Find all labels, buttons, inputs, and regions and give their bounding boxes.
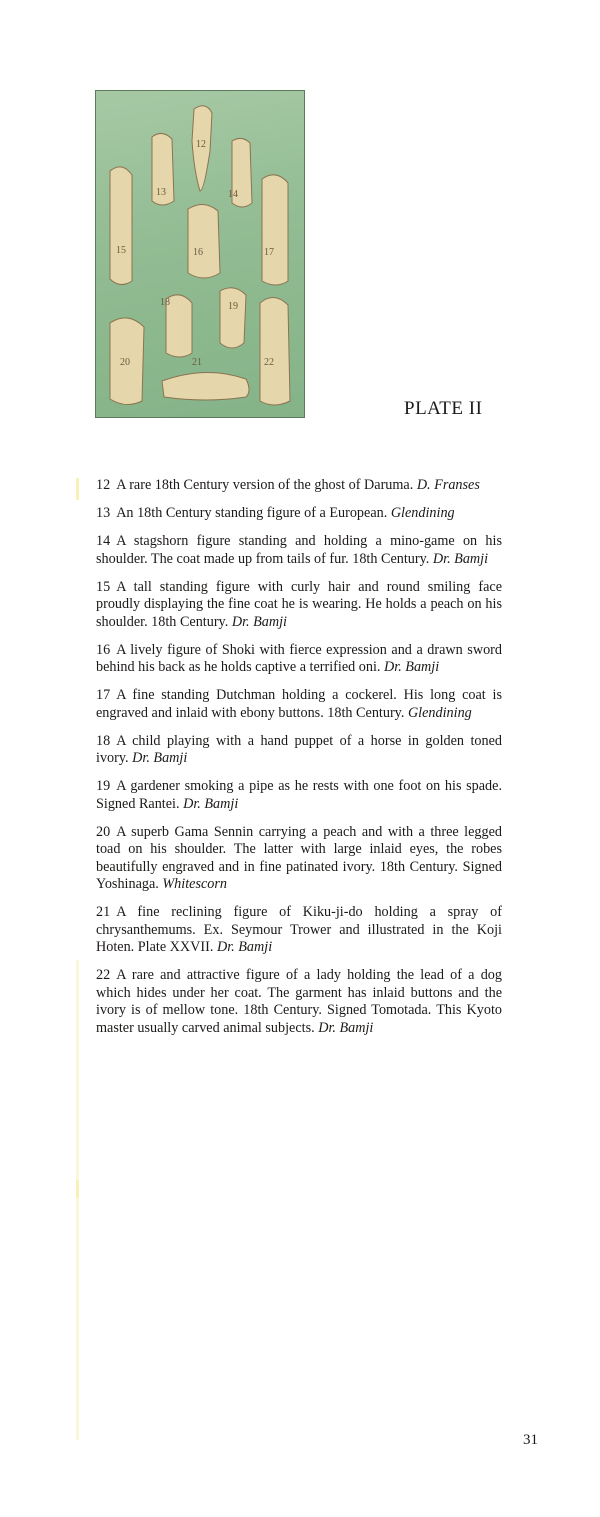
figure-label: 18 (160, 297, 170, 308)
page-number: 31 (523, 1432, 538, 1448)
plate-photograph (95, 90, 305, 418)
entry-owner: Dr. Bamji (318, 1019, 374, 1036)
entry-number: 15 (96, 578, 111, 595)
figure-19 (220, 288, 246, 348)
entry-number: 18 (96, 732, 111, 749)
figure-label: 21 (192, 357, 202, 368)
catalogue-entry (96, 687, 502, 722)
figure-15 (110, 167, 132, 285)
figure-label: 20 (120, 357, 130, 368)
entry-description: A superb Gama Sennin carrying a peach and with a three legged toad on his shoulder. The latter with large inlaid eyes, the robes beautifully engraved and in fine patinated ivory. 18th Century. Signed Yoshinaga. (96, 823, 502, 892)
entry-number: 21 (96, 904, 111, 920)
entry-owner: Dr. Bamji (183, 795, 239, 812)
figure-label: 13 (156, 187, 166, 198)
entry-number: 22 (96, 967, 111, 983)
figure-22 (260, 297, 290, 405)
entry-number: 12 (96, 477, 111, 493)
catalogue-entry (96, 733, 502, 768)
catalogue-entry (96, 505, 502, 523)
entry-owner: Dr. Bamji (384, 659, 440, 675)
entry-number: 17 (96, 687, 111, 703)
entry-owner: Dr. Bamji (432, 550, 489, 567)
figure-16 (188, 204, 220, 278)
plate-title: PLATE II (404, 398, 483, 419)
entry-owner: Dr. Bamji (132, 750, 188, 766)
figure-label: 16 (193, 247, 203, 258)
entry-owner: Dr. Bamji (231, 613, 288, 630)
catalogue-entry (96, 579, 502, 632)
entry-description: A gardener smoking a pipe as he rests with one foot on his spade. Signed Rantei. (96, 778, 502, 812)
entry-owner: D. Franses (416, 477, 480, 493)
catalogue-entries (96, 477, 502, 1048)
catalogue-entry (96, 824, 502, 894)
entry-owner: Glendining (390, 505, 455, 521)
figure-label: 19 (228, 301, 238, 312)
entry-number: 14 (96, 533, 111, 549)
entry-description: A lively figure of Shoki with fierce expression and a drawn sword behind his back as he holds captive a terrified oni. (96, 641, 502, 675)
entry-owner: Glendining (407, 704, 472, 721)
entry-description: A stagshorn figure standing and holding a mino-game on his shoulder. The coat made up from tails of fur. 18th Century. (96, 533, 502, 567)
entry-number: 16 (96, 641, 111, 658)
figure-label: 17 (264, 247, 274, 258)
figure-label: 14 (228, 189, 238, 200)
page-edge-mark (76, 960, 79, 1440)
figure-label: 22 (264, 357, 274, 368)
page-edge-mark (76, 478, 79, 500)
catalogue-entry (96, 533, 502, 568)
netsuke-figures-image (96, 91, 305, 418)
entry-description: An 18th Century standing figure of a European. (116, 505, 388, 521)
entry-number: 13 (96, 505, 111, 521)
entry-description: A rare 18th Century version of the ghost of Daruma. (116, 477, 414, 493)
entry-description: A fine standing Dutchman holding a cockerel. His long coat is engraved and inlaid with ebony buttons. 18th Century. (96, 687, 502, 721)
entry-description: A fine reclining figure of Kiku-ji-do holding a spray of chrysanthemums. Ex. Seymour Trower and illustrated in the Koji Hoten. Plate XXVII. (96, 904, 502, 955)
catalogue-entry (96, 642, 502, 677)
catalogue-entry (96, 477, 502, 495)
entry-description: A tall standing figure with curly hair and round smiling face proudly displaying the fine coat he is wearing. He holds a peach on his shoulder. 18th Century. (96, 578, 502, 630)
figure-label: 15 (116, 245, 126, 256)
entry-number: 20 (96, 823, 111, 840)
catalogue-entry (96, 967, 502, 1037)
entry-description: A child playing with a hand puppet of a horse in golden toned ivory. (96, 732, 502, 766)
figure-17 (262, 175, 288, 285)
figure-21 (162, 372, 249, 400)
entry-number: 19 (96, 778, 111, 794)
entry-description: A rare and attractive figure of a lady holding the lead of a dog which hides under her coat. The garment has inlaid buttons and the ivory is of mellow tone. 18th Century. Signed Tomotada. This Kyoto master usually carved animal subjects. (96, 967, 502, 1036)
figure-label: 12 (196, 139, 206, 150)
entry-owner: Whitescorn (162, 876, 227, 892)
entry-owner: Dr. Bamji (216, 939, 273, 955)
catalogue-entry (96, 904, 502, 957)
catalogue-entry (96, 778, 502, 813)
